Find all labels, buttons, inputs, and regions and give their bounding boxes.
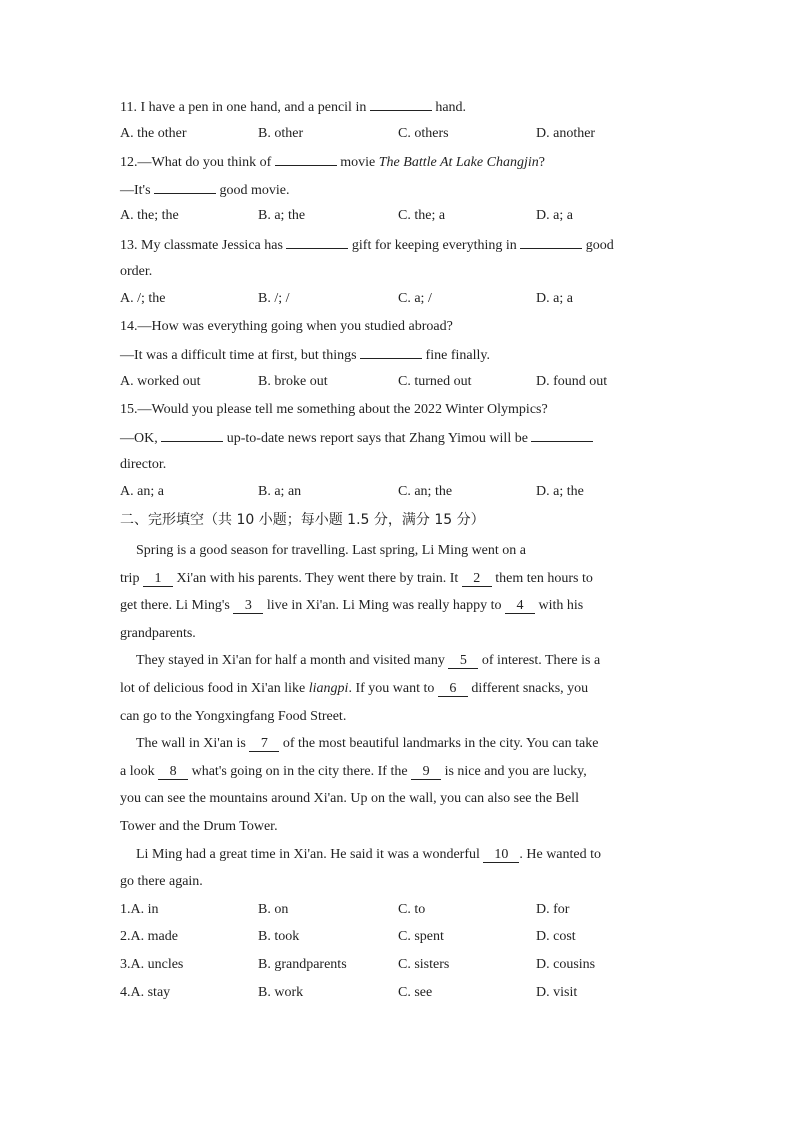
question-12-reply (120, 179, 290, 201)
passage-text: different snacks, you (471, 681, 589, 696)
cloze-1-option-c: C. to (398, 902, 426, 917)
answer-blank (275, 151, 337, 166)
q15-option-d: D. a; the (536, 484, 584, 499)
cloze-3-option-d: D. cousins (536, 957, 596, 972)
question-13 (120, 234, 614, 256)
cloze-3-option-b: B. grandparents (258, 957, 347, 972)
passage-line (136, 734, 598, 754)
q13-option-a: A. /; the (120, 291, 166, 306)
q15-reply-text: —OK, (120, 431, 158, 446)
cloze-2-option-c: C. spent (398, 929, 444, 944)
q12-option-a: A. the; the (120, 208, 179, 223)
passage-text: of the most beautiful landmarks in the city. You can take (282, 736, 599, 751)
passage-line (120, 679, 588, 699)
cloze-3-option-c: C. sisters (398, 957, 450, 972)
q11-option-a: A. the other (120, 126, 187, 141)
q13-option-d: D. a; a (536, 291, 573, 306)
passage-text: Xi'an with his parents. They went there by train. It (176, 571, 459, 586)
passage-text: Li Ming had a great time in Xi'an. He said it was a wonderful (136, 847, 480, 862)
passage-line: you can see the mountains around Xi'an. Up on the wall, you can also see the Bell (120, 791, 579, 806)
question-11 (120, 96, 466, 118)
passage-line: Tower and the Drum Tower. (120, 819, 278, 834)
movie-title: The Battle At Lake Changjin (378, 155, 539, 170)
question-15-reply (120, 427, 593, 449)
q11-text: 11. I have a pen in one hand, and a pencil in (120, 100, 367, 115)
q14-option-a: A. worked out (120, 374, 201, 389)
q11-text-end: hand. (435, 100, 467, 115)
answer-blank (531, 427, 593, 442)
answer-blank (370, 96, 432, 111)
blank-number: 7 (249, 736, 279, 752)
q13-text-end: good (585, 238, 614, 253)
passage-text: a look (120, 764, 155, 779)
q11-option-b: B. other (258, 126, 304, 141)
passage-line (120, 762, 587, 782)
q12-question-mark: ? (538, 155, 545, 170)
q13-text-mid: gift for keeping everything in (351, 238, 517, 253)
q12-option-c: C. the; a (398, 208, 446, 223)
cloze-4-option-c: C. see (398, 985, 433, 1000)
cloze-2-option-a: 2.A. made (120, 929, 178, 944)
q14-option-b: B. broke out (258, 374, 328, 389)
passage-text: get there. Li Ming's (120, 598, 230, 613)
passage-text: The wall in Xi'an is (136, 736, 246, 751)
blank-number: 2 (462, 571, 492, 587)
q15-option-b: B. a; an (258, 484, 302, 499)
passage-line: Spring is a good season for travelling. Last spring, Li Ming went on a (136, 543, 526, 558)
q13-text: 13. My classmate Jessica has (120, 238, 283, 253)
q15-option-a: A. an; a (120, 484, 164, 499)
blank-number: 1 (143, 571, 173, 587)
q13-continued: order. (120, 264, 153, 279)
cloze-1-option-d: D. for (536, 902, 570, 917)
passage-line (120, 596, 583, 616)
passage-line (136, 651, 600, 671)
q14-reply-end: fine finally. (425, 348, 490, 363)
q12-option-b: B. a; the (258, 208, 306, 223)
passage-text: live in Xi'an. Li Ming was really happy to (266, 598, 502, 613)
blank-number: 4 (505, 598, 535, 614)
q12-reply-end: good movie. (219, 183, 290, 198)
food-name: liangpi (308, 681, 349, 696)
q14-option-c: C. turned out (398, 374, 472, 389)
cloze-4-option-b: B. work (258, 985, 304, 1000)
q12-text: 12.—What do you think of (120, 155, 272, 170)
blank-number: 6 (438, 681, 468, 697)
question-12 (120, 151, 545, 173)
passage-text: is nice and you are lucky, (444, 764, 587, 779)
cloze-4-option-a: 4.A. stay (120, 985, 171, 1000)
q15-option-c: C. an; the (398, 484, 453, 499)
passage-text: lot of delicious food in Xi'an like (120, 681, 306, 696)
section-title: 二、完形填空（共 10 小题；每小题 1.5 分，满分 15 分） (120, 512, 485, 528)
answer-blank (286, 234, 348, 249)
passage-text: what's going on in the city there. If the (191, 764, 408, 779)
blank-number: 10 (483, 847, 519, 863)
passage-line: go there again. (120, 874, 203, 889)
answer-blank (161, 427, 223, 442)
blank-number: 8 (158, 764, 188, 780)
question-15: 15.—Would you please tell me something about the 2022 Winter Olympics? (120, 402, 548, 417)
passage-text: . He wanted to (519, 847, 602, 862)
q14-option-d: D. found out (536, 374, 608, 389)
passage-text: with his (538, 598, 584, 613)
question-14: 14.—How was everything going when you studied abroad? (120, 319, 453, 334)
q14-reply-text: —It was a difficult time at first, but things (120, 348, 357, 363)
cloze-2-option-b: B. took (258, 929, 300, 944)
blank-number: 9 (411, 764, 441, 780)
passage-line (136, 845, 601, 865)
passage-text: them ten hours to (495, 571, 593, 586)
blank-number: 5 (448, 653, 478, 669)
cloze-1-option-a: 1.A. in (120, 902, 159, 917)
passage-text: trip (120, 571, 140, 586)
blank-number: 3 (233, 598, 263, 614)
passage-text: of interest. There is a (481, 653, 601, 668)
passage-line (120, 569, 593, 589)
q15-continued: director. (120, 457, 167, 472)
answer-blank (154, 179, 216, 194)
cloze-3-option-a: 3.A. uncles (120, 957, 184, 972)
q13-option-c: C. a; / (398, 291, 432, 306)
q12-option-d: D. a; a (536, 208, 573, 223)
cloze-1-option-b: B. on (258, 902, 289, 917)
q12-reply-text: —It's (120, 183, 151, 198)
answer-blank (520, 234, 582, 249)
question-14-reply (120, 344, 490, 366)
cloze-2-option-d: D. cost (536, 929, 576, 944)
q11-option-d: D. another (536, 126, 596, 141)
q13-option-b: B. /; / (258, 291, 290, 306)
passage-text: They stayed in Xi'an for half a month and visited many (136, 653, 445, 668)
q12-text-mid: movie (340, 155, 376, 170)
passage-line: can go to the Yongxingfang Food Street. (120, 709, 347, 724)
q15-reply-mid: up-to-date news report says that Zhang Yimou will be (226, 431, 528, 446)
q11-option-c: C. others (398, 126, 449, 141)
passage-text: . If you want to (348, 681, 435, 696)
answer-blank (360, 344, 422, 359)
cloze-4-option-d: D. visit (536, 985, 578, 1000)
passage-line: grandparents. (120, 626, 196, 641)
